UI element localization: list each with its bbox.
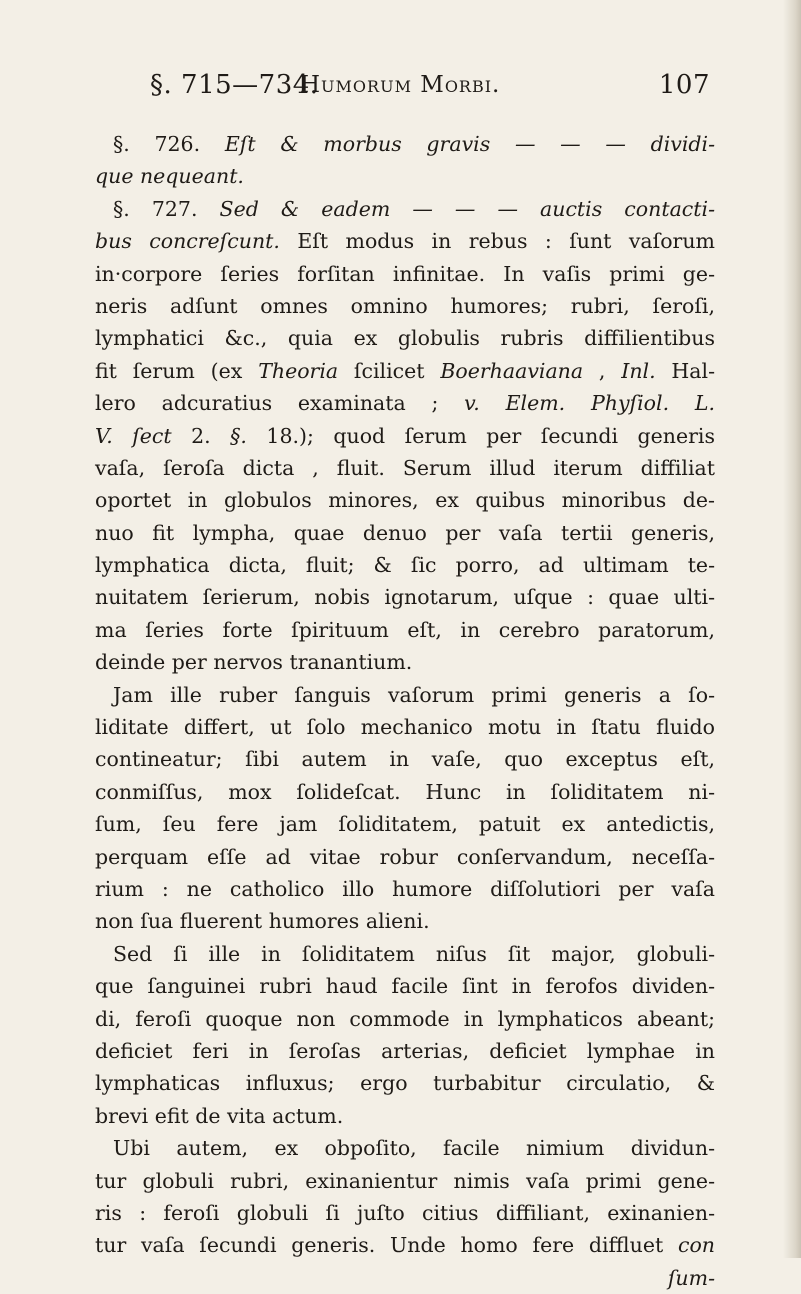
text-line	[95, 355, 715, 387]
text-run: oportet in globulos minores, ex quibus minoribus de-	[95, 488, 715, 513]
text-line	[95, 970, 715, 1002]
text-line	[95, 160, 715, 192]
text-run: lymphatica dicta, fluit; & ſic porro, ad ultimam te-	[95, 553, 715, 578]
text-line	[95, 841, 715, 873]
text-line	[95, 1100, 715, 1132]
text-run: tur globuli rubri, exinanientur nimis vaſa primi gene-	[95, 1168, 715, 1193]
text-run: ſum, ſeu fere jam ſoliditatem, patuit ex antedictis,	[95, 812, 715, 837]
text-line	[95, 808, 715, 840]
text-run: tur vaſa ſecundi generis. Unde homo fere diffluet	[95, 1233, 678, 1258]
page-number: 107	[658, 70, 710, 100]
text-line	[95, 225, 715, 257]
italic-text: que nequeant.	[95, 164, 244, 189]
page-edge-shadow	[783, 0, 801, 1258]
running-title: Humorum Morbi.	[300, 72, 501, 98]
text-run: fit ſerum (ex	[95, 358, 259, 383]
text-line	[95, 1197, 715, 1229]
text-line	[95, 776, 715, 808]
text-line	[95, 1003, 715, 1035]
text-run: rium : ne catholico illo humore diſſolutiori per vaſa	[95, 876, 715, 901]
text-line	[95, 387, 715, 419]
text-run: Ubi autem, ex obpoſito, facile nimium dividun-	[113, 1136, 715, 1161]
italic-text: Sed & eadem — — — auctis contacti-	[219, 196, 715, 221]
text-run: vaſa, ſeroſa dicta , fluit. Serum illud iterum diffiliat	[95, 455, 715, 480]
italic-text: V. ſect	[95, 423, 172, 448]
text-run: deinde per nervos tranantium.	[95, 650, 413, 675]
italic-text: bus concreſcunt.	[95, 229, 280, 254]
text-run: di, feroſi quoque non commode in lymphaticos abeant;	[95, 1006, 715, 1031]
text-line	[95, 128, 715, 160]
running-head	[150, 70, 710, 110]
text-run: que ſanguinei rubri haud facile ſint in ferofos dividen-	[95, 974, 715, 999]
text-run: Sed ſi ille in ſoliditatem niſus ſit major, globuli-	[113, 941, 715, 966]
text-line	[95, 938, 715, 970]
text-line	[95, 1165, 715, 1197]
text-run: lero adcuratius examinata ;	[95, 391, 465, 416]
text-line	[95, 581, 715, 613]
text-run: non ſua fluerent humores alieni.	[95, 909, 430, 934]
text-run: neris adſunt omnes omnino humores; rubri, ſeroſi,	[95, 293, 715, 318]
italic-text: Eſt & morbus gravis — — — dividi-	[224, 132, 715, 156]
text-run: Hal-	[655, 358, 715, 383]
text-line	[95, 517, 715, 549]
italic-text: v. Elem. Phyſiol. L.	[464, 391, 715, 416]
text-run: ma ſeries forte ſpirituum eſt, in cerebro paratorum,	[95, 617, 715, 642]
text-line	[95, 193, 715, 225]
text-line	[95, 873, 715, 905]
text-run: conmiſſus, mox ſolideſcat. Hunc in ſoliditatem ni-	[95, 779, 715, 804]
text-run: 2.	[171, 423, 231, 448]
text-line	[95, 711, 715, 743]
text-run: ris : feroſi globuli ſi juſto citius diffiliant, exinanien-	[95, 1200, 715, 1225]
italic-text: Theoria	[258, 358, 339, 383]
italic-text: Boerhaaviana	[440, 358, 584, 383]
text-line	[95, 258, 715, 290]
text-run: Eſt modus in rebus : ſunt vaſorum	[279, 229, 715, 254]
text-line	[95, 322, 715, 354]
catchword	[95, 1262, 715, 1294]
text-line	[95, 420, 715, 452]
text-run: ,	[583, 358, 622, 383]
text-run: lymphatici &c., quia ex globulis rubris diffilientibus	[95, 326, 715, 351]
italic-text: Inl.	[621, 358, 656, 383]
text-run: 18.); quod ſerum per ſecundi generis	[246, 423, 715, 448]
text-line	[95, 679, 715, 711]
text-run: §. 726.	[113, 132, 225, 156]
body-text	[95, 128, 715, 1294]
text-line	[95, 549, 715, 581]
text-line	[95, 1229, 715, 1261]
text-run: §. 727.	[113, 196, 220, 221]
italic-text: §.	[230, 423, 247, 448]
italic-text: con	[677, 1233, 715, 1258]
text-line	[95, 905, 715, 937]
catchword-text: ſum-	[667, 1265, 715, 1290]
text-line	[95, 1067, 715, 1099]
text-run: perquam eſſe ad vitae robur conſervandum, neceſſa-	[95, 844, 715, 869]
text-run: in·corpore ſeries forſitan infinitae. In vaſis primi ge-	[95, 261, 715, 286]
text-run: deficiet feri in ſeroſas arterias, deficiet lymphae in	[95, 1038, 715, 1063]
text-run: brevi efit de vita actum.	[95, 1103, 344, 1128]
text-run: nuitatem ſerierum, nobis ignotarum, uſque : quae ulti-	[95, 585, 715, 610]
text-run: contineatur; ſibi autem in vaſe, quo exceptus eſt,	[95, 747, 715, 772]
text-run: lymphaticas influxus; ergo turbabitur circulatio, &	[95, 1071, 715, 1096]
text-line	[95, 452, 715, 484]
text-run: Jam ille ruber ſanguis vaſorum primi generis a ſo-	[113, 682, 715, 707]
text-line	[95, 1132, 715, 1164]
text-line	[95, 743, 715, 775]
text-line	[95, 290, 715, 322]
text-line	[95, 614, 715, 646]
section-range: §. 715—734.	[150, 70, 319, 100]
text-line	[95, 484, 715, 516]
text-line	[95, 1035, 715, 1067]
text-line	[95, 646, 715, 678]
text-run: liditate differt, ut ſolo mechanico motu in ſtatu fluido	[95, 715, 715, 740]
text-run: nuo fit lympha, quae denuo per vaſa tertii generis,	[95, 520, 715, 545]
text-run: ſcilicet	[338, 358, 441, 383]
